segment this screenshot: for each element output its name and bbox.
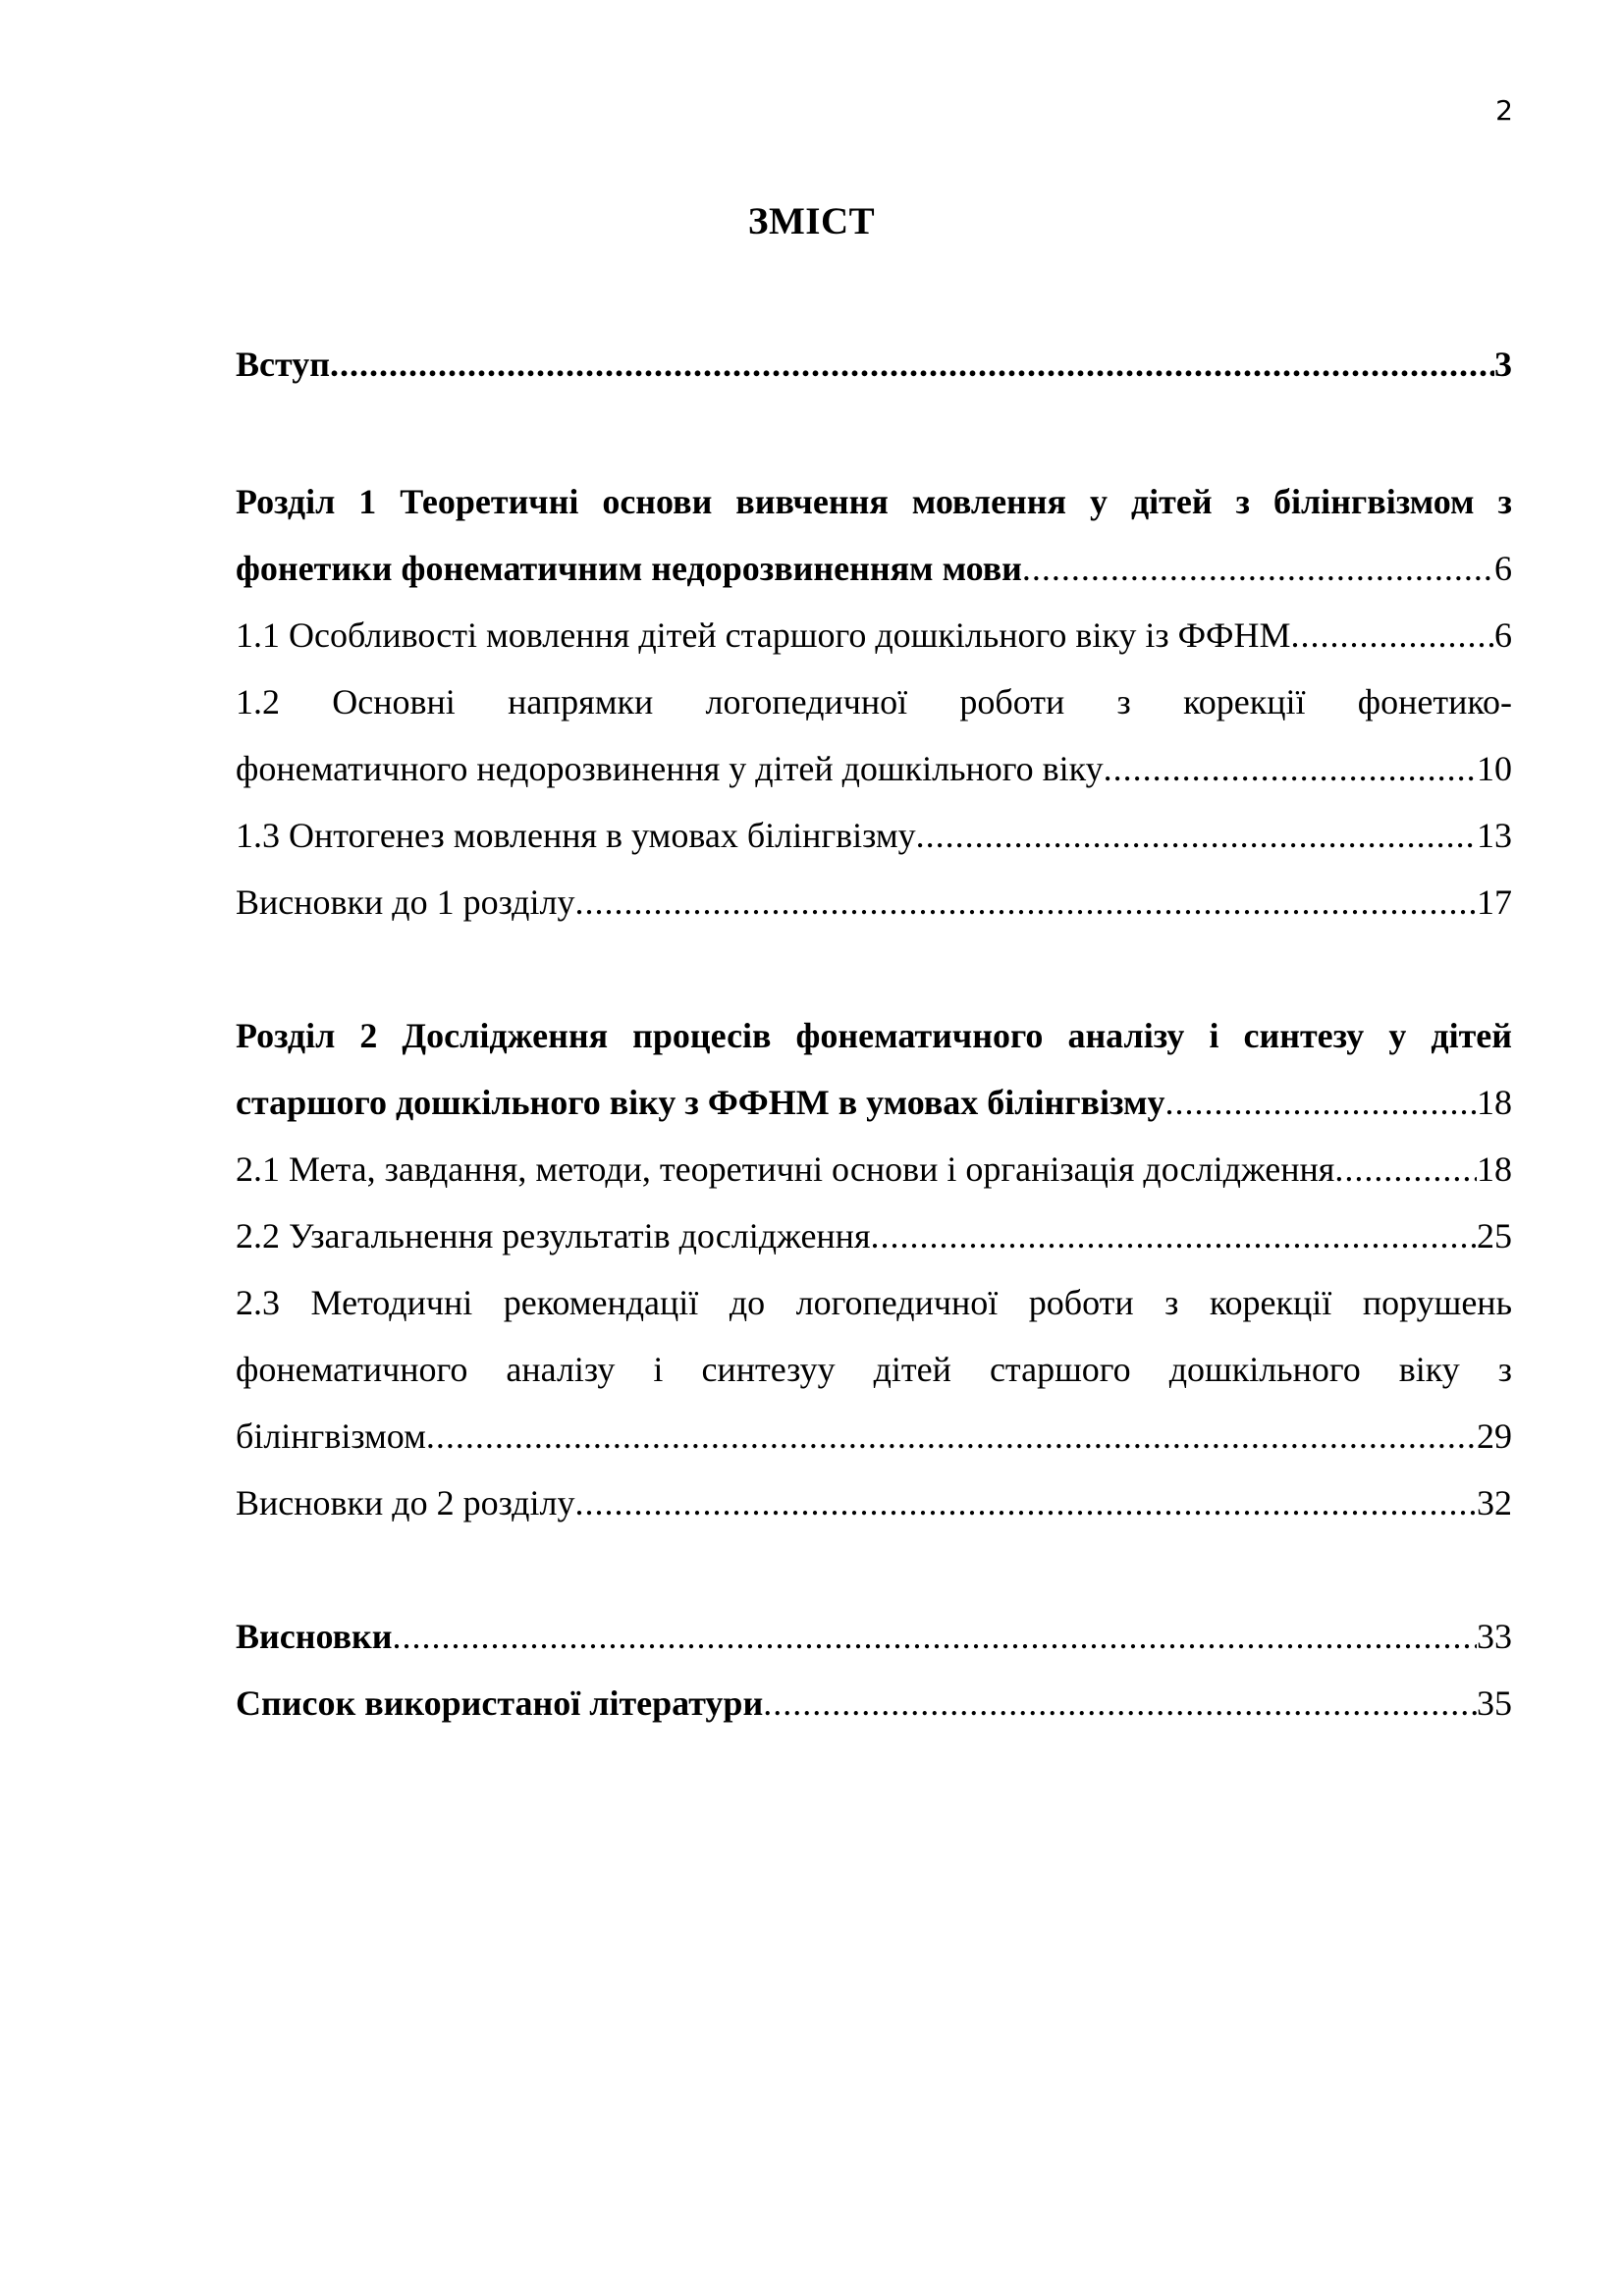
dot-leader	[1334, 1136, 1477, 1202]
toc-entry-label-line-1: 1.2 Основні напрямки логопедичної роботи з корекції фонетико-	[236, 682, 1512, 721]
dot-leader	[916, 802, 1477, 869]
toc-entry-page: 33	[1477, 1617, 1512, 1656]
toc-entry-page: 10	[1477, 749, 1512, 788]
toc-entry-page: 13	[1477, 816, 1512, 855]
toc-entry-label-line-1: Розділ 1 Теоретичні основи вивчення мовлення у дітей з білінгвізмом з	[236, 482, 1512, 521]
table-of-contents	[236, 331, 1512, 1736]
toc-entry-conclusions[interactable]	[236, 1603, 1512, 1670]
toc-entry-page: 29	[1477, 1416, 1512, 1456]
dot-leader	[1104, 735, 1477, 802]
toc-entry-references[interactable]	[236, 1670, 1512, 1736]
dot-leader	[574, 1469, 1477, 1536]
toc-entry-page: 3	[1494, 345, 1512, 384]
toc-entry-label: 2.1 Мета, завдання, методи, теоретичні основи і організація дослідження	[236, 1149, 1335, 1189]
toc-entry-page: 17	[1477, 882, 1512, 922]
toc-entry-page: 6	[1494, 549, 1512, 588]
toc-entry-chapter-1[interactable]	[236, 468, 1512, 602]
toc-entry-label: 1.3 Онтогенез мовлення в умовах білінгвізму	[236, 816, 916, 855]
toc-entry-page: 25	[1477, 1216, 1512, 1255]
toc-entry-section-1-3[interactable]	[236, 802, 1512, 869]
dot-leader	[1164, 1069, 1477, 1136]
spacer	[236, 1536, 1512, 1603]
toc-entry-label: Список використаної літератури	[236, 1683, 764, 1723]
toc-entry-label: Висновки	[236, 1617, 393, 1656]
toc-entry-label-line-3: білінгвізмом	[236, 1416, 426, 1456]
toc-entry-page: 18	[1477, 1083, 1512, 1122]
page-number: 2	[1495, 94, 1513, 127]
toc-entry-intro[interactable]	[236, 331, 1512, 398]
spacer	[236, 935, 1512, 1002]
toc-entry-section-1-2[interactable]	[236, 668, 1512, 802]
toc-entry-label-line-2: фонетики фонематичним недорозвиненням мови	[236, 549, 1022, 588]
toc-entry-label-line-2: фонематичного аналізу і синтезуу дітей старшого дошкільного віку з	[236, 1350, 1512, 1389]
toc-entry-page: 35	[1477, 1683, 1512, 1723]
toc-entry-page: 6	[1494, 615, 1512, 655]
toc-entry-section-2-2[interactable]	[236, 1202, 1512, 1269]
toc-entry-label: Висновки до 1 розділу	[236, 882, 575, 922]
dot-leader	[1290, 602, 1494, 668]
toc-entry-label-line-1: Розділ 2 Дослідження процесів фонематичного аналізу і синтезу у дітей	[236, 1016, 1512, 1055]
toc-entry-chapter-2[interactable]	[236, 1002, 1512, 1136]
toc-entry-chapter-2-conclusions[interactable]	[236, 1469, 1512, 1536]
toc-entry-page: 32	[1477, 1483, 1512, 1522]
toc-entry-label: Висновки до 2 розділу	[236, 1483, 575, 1522]
dot-leader	[426, 1403, 1477, 1469]
toc-entry-section-1-1[interactable]	[236, 602, 1512, 668]
dot-leader	[330, 331, 1494, 398]
toc-entry-page: 18	[1477, 1149, 1512, 1189]
toc-entry-label-line-1: 2.3 Методичні рекомендації до логопедичної роботи з корекції порушень	[236, 1283, 1512, 1322]
dot-leader	[574, 869, 1477, 935]
toc-entry-chapter-1-conclusions[interactable]	[236, 869, 1512, 935]
toc-entry-section-2-1[interactable]	[236, 1136, 1512, 1202]
dot-leader	[1022, 535, 1494, 602]
toc-entry-section-2-3[interactable]	[236, 1269, 1512, 1469]
dot-leader	[763, 1670, 1477, 1736]
dot-leader	[393, 1603, 1477, 1670]
spacer	[236, 398, 1512, 468]
dot-leader	[871, 1202, 1477, 1269]
toc-entry-label-line-2: старшого дошкільного віку з ФФНМ в умовах білінгвізму	[236, 1083, 1165, 1122]
toc-entry-label: Вступ	[236, 345, 330, 384]
toc-entry-label: 1.1 Особливості мовлення дітей старшого дошкільного віку із ФФНМ	[236, 615, 1291, 655]
toc-entry-label: 2.2 Узагальнення результатів дослідження	[236, 1216, 871, 1255]
page-title: ЗМІСТ	[747, 200, 876, 242]
toc-entry-label-line-2: фонематичного недорозвинення у дітей дошкільного віку	[236, 749, 1104, 788]
